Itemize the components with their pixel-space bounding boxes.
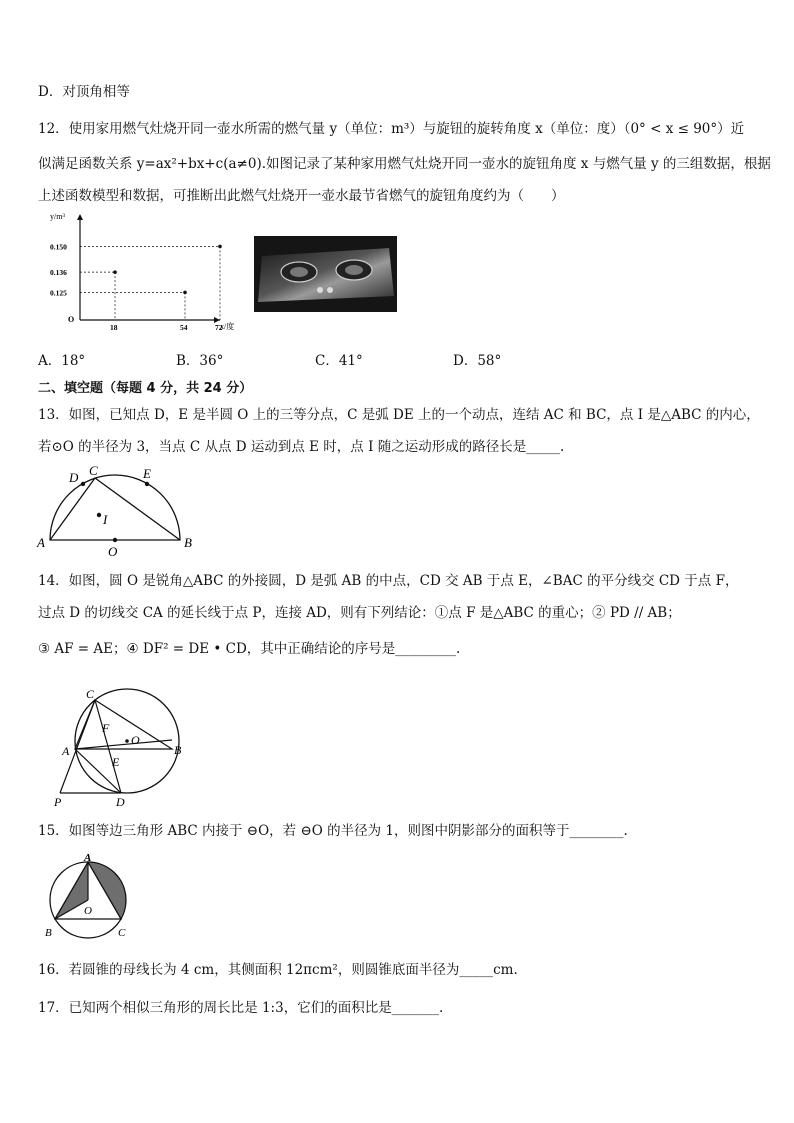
origin-label: O <box>68 315 75 324</box>
q12-option-d: D．58° <box>453 353 502 369</box>
q11-option-d: D．对顶角相等 <box>38 84 130 100</box>
data-point <box>113 270 117 274</box>
y-axis-arrow <box>77 214 83 220</box>
q14-label-f: F <box>102 721 110 735</box>
q14-label-o: O <box>131 733 140 747</box>
section-title: 二、填空题（每题 4 分，共 24 分） <box>38 381 253 396</box>
q14-label-c: C <box>86 687 95 701</box>
q12-option-b: B．36° <box>176 353 224 369</box>
q12-text-line3: 上述函数模型和数据，可推断出此燃气灶烧开一壶水最节省燃气的旋钮角度约为（ ） <box>38 188 565 204</box>
q15-label-b: B <box>45 927 52 939</box>
q14-label-a: A <box>62 744 70 758</box>
q13-label-c: C <box>89 463 98 478</box>
x-tick-label: 18 <box>110 323 118 332</box>
q14-label-e: E <box>112 755 120 769</box>
q14-text-line1: 14．如图，圆 O 是锐角△ABC 的外接圆，D 是弧 AB 的中点，CD 交 AB 于点 E，∠BAC 的平分线交 CD 于点 F， <box>38 573 739 589</box>
y-tick-label: 0.136 <box>50 268 67 278</box>
q13-label-d: D <box>69 470 79 485</box>
y-tick-label: 0.150 <box>50 242 67 252</box>
q15-figure <box>40 850 140 942</box>
q13-label-i: I <box>103 512 108 527</box>
q12-option-c: C．41° <box>315 353 363 369</box>
q13-label-b: B <box>184 535 192 550</box>
q15-label-o: O <box>84 905 92 917</box>
x-tick-label: 54 <box>180 323 188 332</box>
q13-label-a: A <box>37 535 45 550</box>
q14-label-p: P <box>54 795 62 809</box>
q12-text-line2: 似满足函数关系 y=ax²+bx+c(a≠0).如图记录了某种家用燃气灶烧开同一壶水的旋钮角度 x 与燃气量 y 的三组数据，根据 <box>38 156 771 172</box>
x-tick-label: 72 <box>215 323 223 332</box>
q17-text-line1: 17．已知两个相似三角形的周长比是 1:3，它们的面积比是_______. <box>38 1000 444 1016</box>
q14-text-line3: ③ AF = AE；④ DF² = DE • CD，其中正确结论的序号是_________. <box>38 641 461 657</box>
data-point <box>218 245 222 249</box>
q14-text-line2: 过点 D 的切线交 CA 的延长线于点 P，连接 AD，则有下列结论：①点 F 是△ABC 的重心；② PD // AB； <box>38 605 681 621</box>
q15-label-a: A <box>84 852 92 864</box>
q13-text-line1: 13．如图，已知点 D，E 是半圆 O 上的三等分点，C 是弧 DE 上的一个动点，连结 AC 和 BC，点 I 是△ABC 的内心， <box>38 407 760 423</box>
q12-text-line1: 12．使用家用燃气灶烧开同一壶水所需的燃气量 y（单位：m³）与旋钮的旋转角度 x（单位：度）（0° < x ≤ 90°）近 <box>38 121 745 137</box>
q14-label-b: B <box>174 743 182 757</box>
q13-label-o: O <box>108 544 118 558</box>
q13-figure <box>35 462 195 558</box>
y-tick-label: 0.125 <box>50 288 67 298</box>
q14-label-d: D <box>116 795 125 809</box>
q12-chart <box>40 208 250 333</box>
x-axis-label: x/度 <box>220 322 235 331</box>
q16-text-line1: 16．若圆锥的母线长为 4 cm，其侧面积 12πcm²，则圆锥底面半径为_____cm. <box>38 962 518 978</box>
q14-figure <box>50 686 195 811</box>
q15-label-c: C <box>118 927 126 939</box>
q12-option-a: A．18° <box>38 353 86 369</box>
q13-text-line2: 若⊙O 的半径为 3，当点 C 从点 D 运动到点 E 时，点 I 随之运动形成的路径长是_____. <box>38 439 565 455</box>
gas-stove-photo <box>254 236 397 312</box>
data-point <box>183 291 187 295</box>
q13-label-e: E <box>143 466 151 481</box>
q15-text-line1: 15．如图等边三角形 ABC 内接于 ⊖O，若 ⊖O 的半径为 1，则图中阴影部分的面积等于________. <box>38 823 628 839</box>
y-axis-label: y/m³ <box>50 212 65 221</box>
